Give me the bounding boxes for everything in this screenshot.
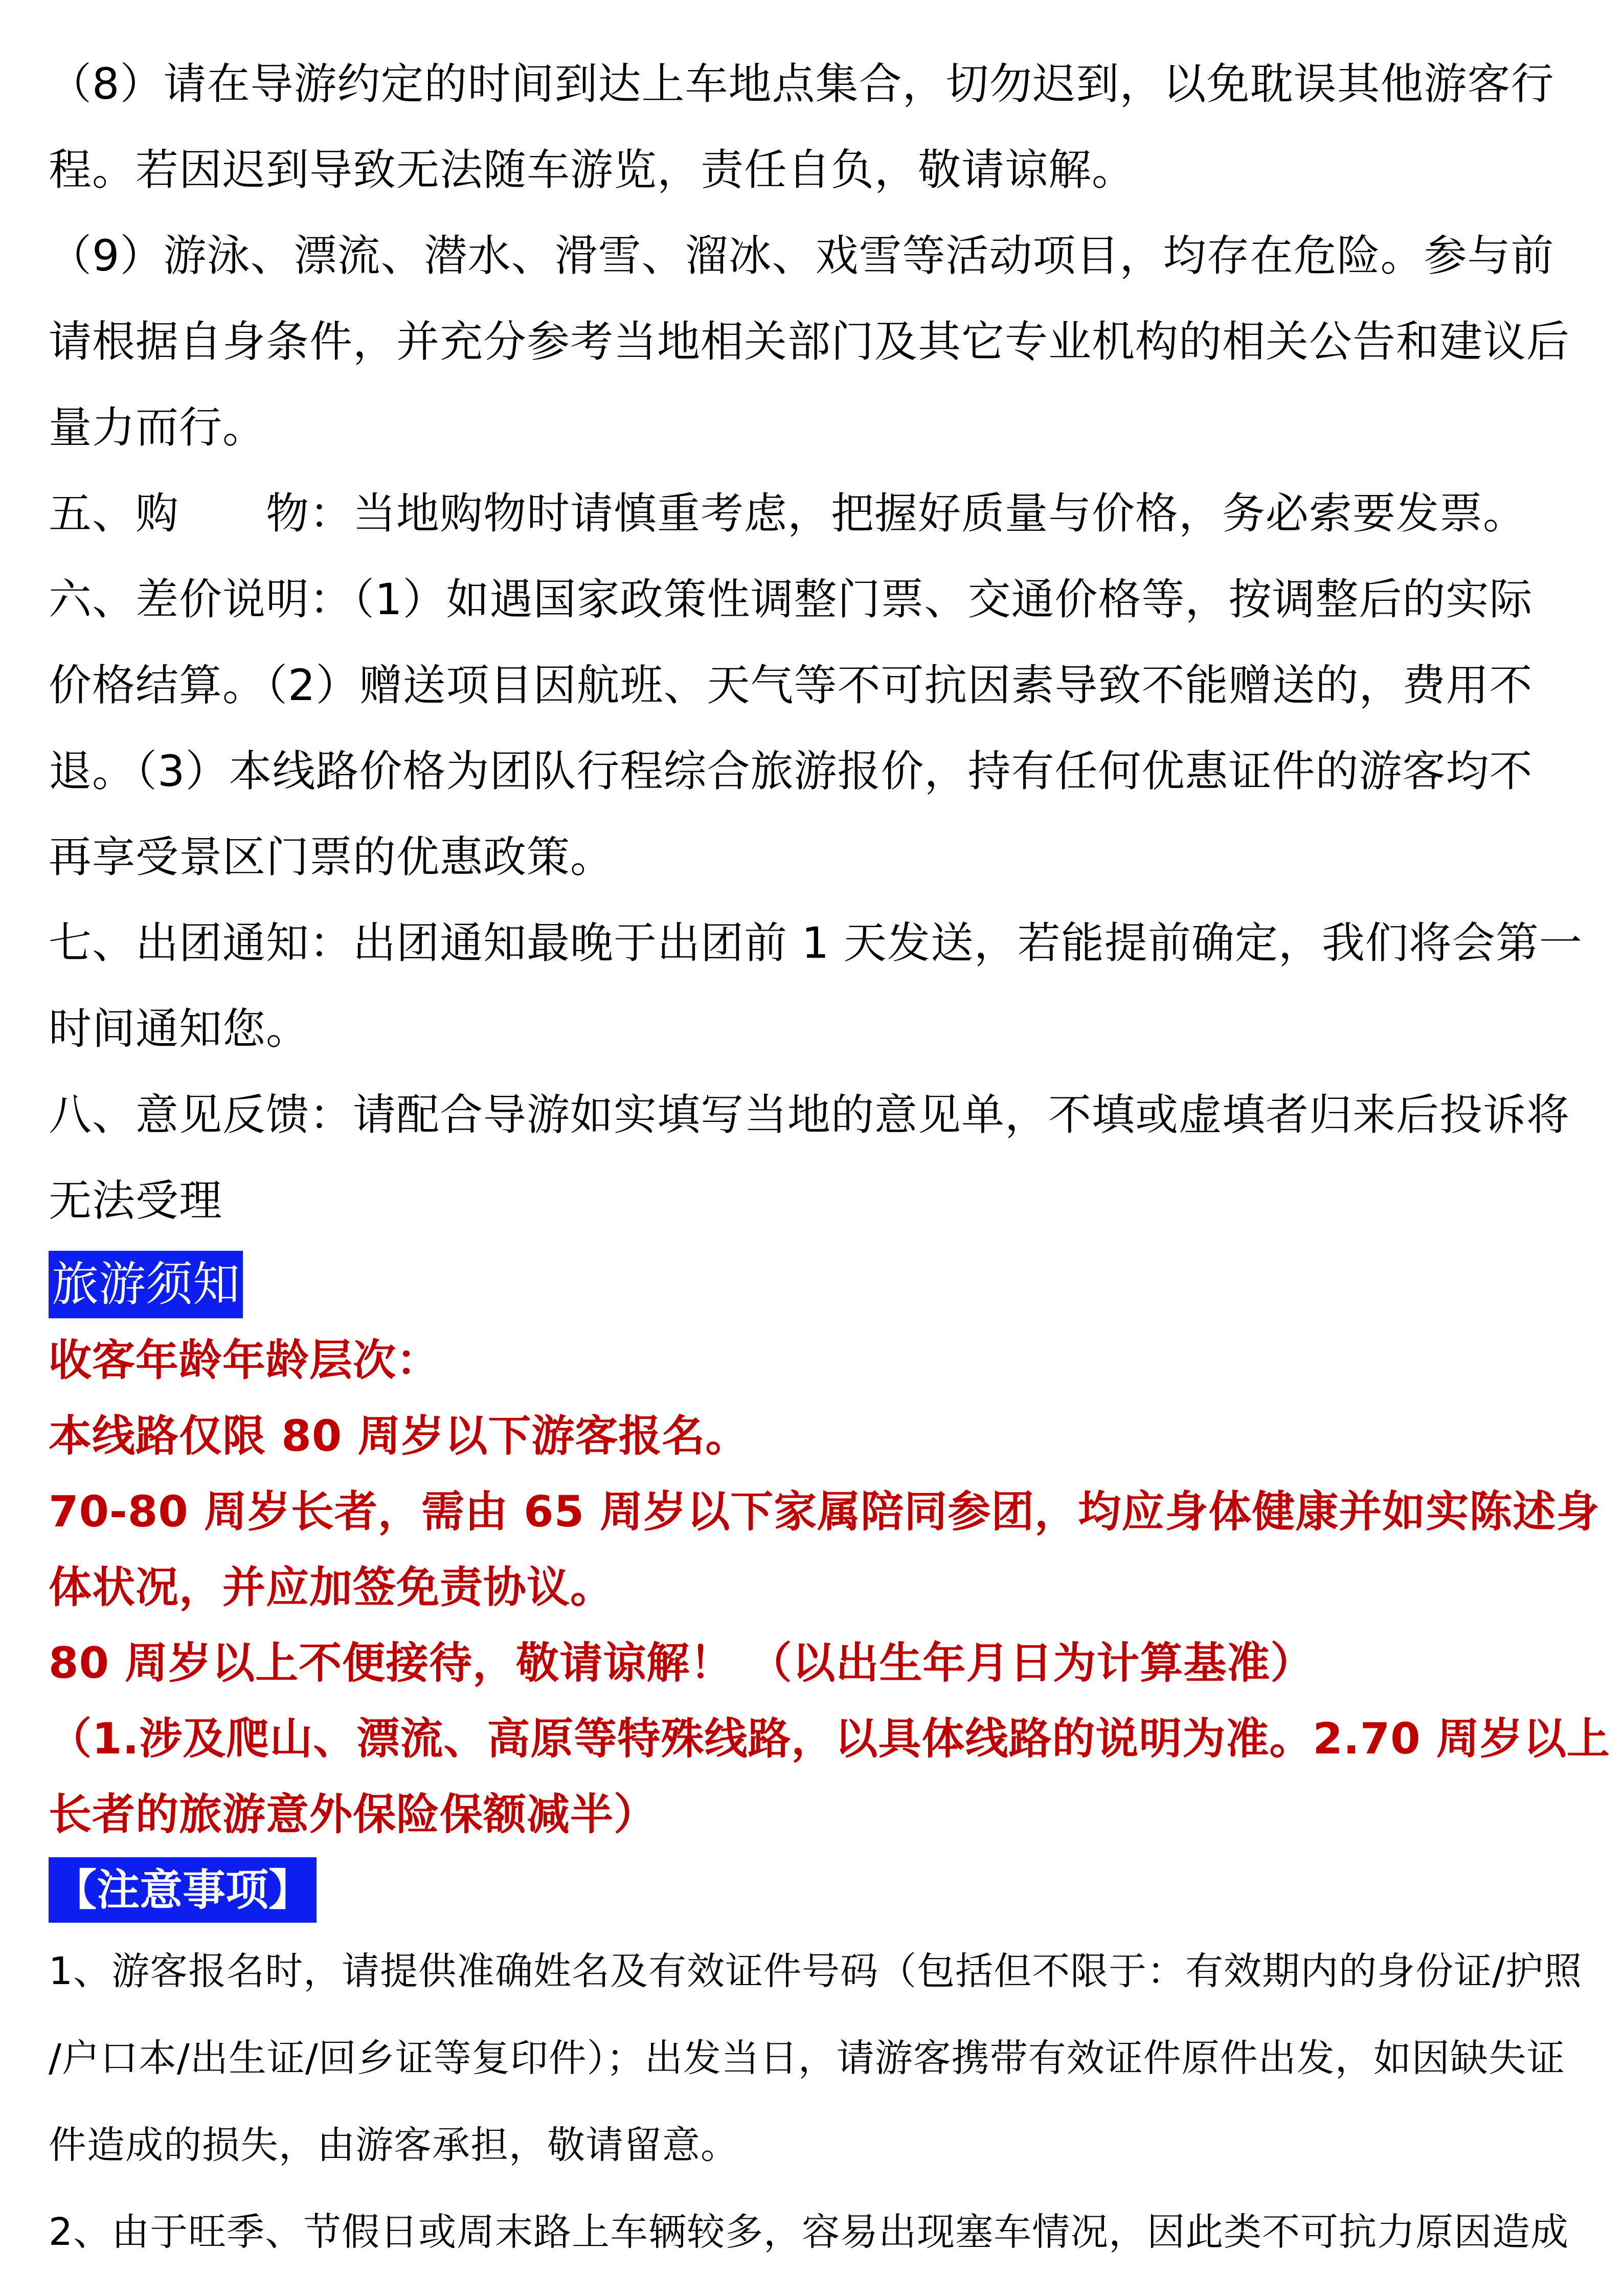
- note-item-1: [49, 1928, 1583, 2189]
- travel-notice-header: 旅游须知: [49, 1251, 243, 1318]
- text-line: 量力而行。: [49, 402, 266, 453]
- text-line: 七、出团通知：出团通知最晚于出团前 1 天发送，若能提前确定，我们将会第一: [49, 918, 1583, 968]
- text-line: （8）请在导游约定的时间到达上车地点集合，切勿迟到，以免耽误其他游客行: [49, 59, 1554, 109]
- age-policy-line: （1.涉及爬山、漂流、高原等特殊线路，以具体线路的说明为准。2.70 周岁以上: [49, 1714, 1610, 1764]
- paragraph-feedback: [49, 1072, 1583, 1244]
- age-policy-line: 本线路仅限 80 周岁以下游客报名。: [49, 1411, 749, 1461]
- paragraph-9: [49, 213, 1583, 470]
- text-line: 退。（3）本线路价格为团队行程综合旅游报价，持有任何优惠证件的游客均不: [49, 746, 1533, 796]
- text-line: 时间通知您。: [49, 1004, 310, 1054]
- age-policy-line: 长者的旅游意外保险保额减半）: [49, 1789, 658, 1839]
- text-line: 再享受景区门票的优惠政策。: [49, 832, 614, 882]
- text-line: 程。若因迟到导致无法随车游览，责任自负，敬请谅解。: [49, 145, 1136, 195]
- paragraph-shopping: [49, 470, 1583, 556]
- travel-notice-header-wrap: [49, 1244, 1583, 1322]
- note-line: 1、游客报名时，请提供准确姓名及有效证件号码（包括但不限于：有效期内的身份证/护照: [49, 1949, 1583, 1993]
- note-item-2: [49, 2189, 1583, 2276]
- text-line: 八、意见反馈：请配合导游如实填写当地的意见单，不填或虚填者归来后投诉将: [49, 1090, 1570, 1140]
- notes-header-wrap: [49, 1852, 1583, 1928]
- text-line: 无法受理: [49, 1176, 223, 1226]
- age-policy-line: 70-80 周岁长者，需由 65 周岁以下家属陪同参团，均应身体健康并如实陈述身: [49, 1487, 1600, 1537]
- age-policy-line: 80 周岁以上不便接待，敬请谅解！ （以出生年月日为计算基准）: [49, 1638, 1314, 1688]
- paragraph-price-difference: [49, 556, 1583, 900]
- text-line: 价格结算。（2）赠送项目因航班、天气等不可抗因素导致不能赠送的，费用不: [49, 660, 1533, 710]
- text-line: 请根据自身条件，并充分参考当地相关部门及其它专业机构的相关公告和建议后: [49, 317, 1570, 367]
- text-line: 六、差价说明：（1）如遇国家政策性调整门票、交通价格等，按调整后的实际: [49, 574, 1533, 624]
- note-line: 2、由于旺季、节假日或周末路上车辆较多，容易出现塞车情况，因此类不可抗力原因造成: [49, 2210, 1569, 2254]
- paragraph-departure-notice: [49, 900, 1583, 1072]
- text-line: （9）游泳、漂流、潜水、滑雪、溜冰、戏雪等活动项目，均存在危险。参与前: [49, 231, 1554, 281]
- age-policy-line: 收客年龄年龄层次：: [49, 1335, 440, 1385]
- age-policy-line: 体状况，并应加签免责协议。: [49, 1562, 614, 1612]
- paragraph-8: [49, 41, 1583, 213]
- note-line: 件造成的损失，由游客承担，敬请留意。: [49, 2123, 739, 2167]
- note-line: /户口本/出生证/回乡证等复印件）；出发当日，请游客携带有效证件原件出发，如因缺失证: [49, 2036, 1565, 2080]
- document-page: [49, 41, 1610, 2276]
- age-policy-block: [49, 1322, 1610, 1852]
- text-line: 五、购 物：当地购物时请慎重考虑，把握好质量与价格，务必索要发票。: [49, 488, 1527, 538]
- notes-header: 【注意事项】: [49, 1857, 317, 1923]
